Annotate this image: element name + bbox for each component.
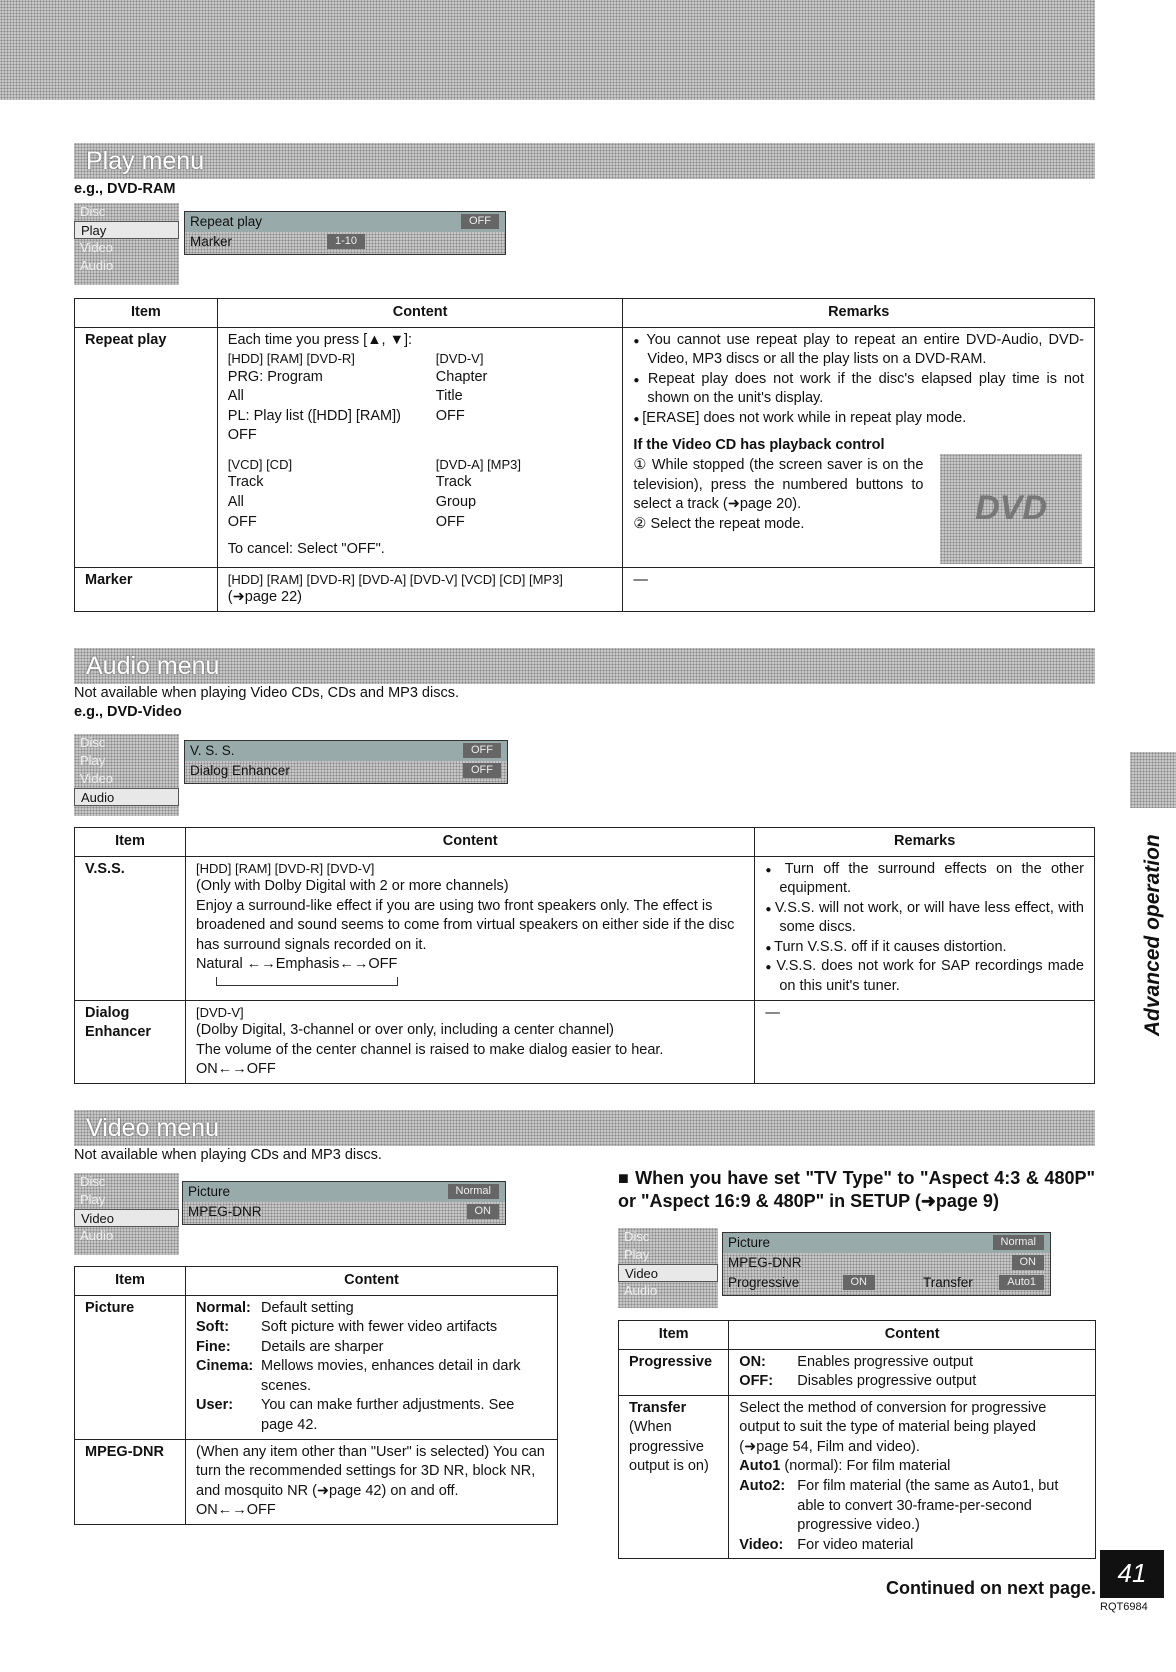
option: PRG: Program [227,368,323,385]
dnr-text: (When any item other than "User" is selected) You can turn the recommended settings for 3D NR, block NR, and mosquito NR (➜page 42) on and off. [196,1443,545,1499]
play-table [74,298,1095,612]
document-code: RQT6984 [1100,1601,1148,1613]
video-option [739,1536,1085,1556]
item-transfer [619,1395,729,1559]
col-header-item: Item [75,299,218,328]
picture-option [196,1357,547,1396]
option: PL: Play list ([HDD] [RAM]) [227,407,401,424]
osd-row-transfer-value: Auto1 [999,1275,1044,1290]
vcd-step-1: ① While stopped (the screen saver is on the television), press the numbered buttons to select a track (➜page 20). [633,456,924,513]
osd-tab-audio[interactable]: Audio [624,1283,658,1298]
table-row [75,327,1095,567]
auto1-desc: (normal): For film material [784,1458,951,1475]
side-label-text: Advanced operation [1140,834,1164,1036]
osd-tab-play[interactable]: Play [80,1192,106,1207]
remark: ● Turn off the surround effects on the other equipment. [765,860,1084,899]
option-desc: Soft picture with fewer video artifacts [261,1319,498,1336]
item-marker: Marker [75,567,218,611]
video-availability-note: Not available when playing CDs and MP3 discs. [74,1147,382,1163]
marker-discs: [HDD] [RAM] [DVD-R] [DVD-A] [DVD-V] [VCD] [CD] [MP3] [227,571,563,587]
transfer-title: Transfer [629,1399,687,1416]
osd-tab-video[interactable]: Video [80,771,114,786]
table-row [75,1439,558,1524]
osd-row-marker[interactable] [185,232,505,252]
audio-osd-menu [74,734,508,816]
option-desc: Disables progressive output [797,1373,977,1390]
option-term: Fine: [196,1338,231,1355]
vss-discs: [HDD] [RAM] [DVD-R] [DVD-V] [195,860,375,876]
osd-tab-disc[interactable]: Disc [80,1174,106,1189]
auto2-option [739,1477,1085,1536]
osd-row-label: Dialog Enhancer [190,763,290,778]
osd-row-value: Normal [993,1235,1044,1250]
osd-tab-video[interactable]: Video [80,240,114,255]
osd-row-mpeg-dnr[interactable] [183,1202,505,1222]
col-header-content: Content [186,1267,558,1296]
table-row [619,1349,1096,1395]
video-term: Video: [739,1536,784,1553]
aspect-heading-text: When you have set "TV Type" to "Aspect 4:3 & 480P" or "Aspect 16:9 & 480P" in SETUP (➜page 9) [618,1168,1096,1212]
picture-option [196,1396,547,1435]
picture-option [196,1338,547,1358]
repeat-intro: Each time you press [▲, ▼]: [227,331,413,348]
remark: ● You cannot use repeat play to repeat an entire DVD-Audio, DVD-Video, MP3 discs or all the play lists on a DVD-RAM. [633,331,1084,370]
table-row [619,1395,1096,1559]
osd-tab-audio[interactable]: Audio [80,258,114,273]
option: Title [435,388,463,405]
audio-availability-note: Not available when playing Video CDs, CDs and MP3 discs. [74,685,459,701]
option-term: Soft: [196,1319,230,1336]
option: Track [435,474,472,491]
remark: ● Repeat play does not work if the disc's elapsed play time is not shown on the unit's display. [633,370,1084,409]
option-desc: Mellows movies, enhances detail in dark scenes. [261,1358,521,1394]
option-term: Normal: [196,1299,251,1316]
item-progressive: Progressive [619,1349,729,1395]
page-number: 41 [1100,1550,1164,1598]
osd-tab-disc[interactable]: Disc [624,1229,650,1244]
vss-content [185,856,754,1000]
osd-row-label: Picture [188,1184,231,1199]
progressive-option [739,1372,1085,1392]
repeat-play-content [217,327,623,567]
aspect-heading [618,1167,1095,1214]
video-table [74,1266,558,1525]
osd-row-dialog-enhancer[interactable] [185,761,507,781]
dnr-content [186,1439,558,1524]
osd-row-label: MPEG-DNR [728,1255,802,1270]
col-header-item: Item [75,1267,186,1296]
picture-option [196,1299,547,1319]
option-desc: Details are sharper [261,1338,384,1355]
picture-option [196,1318,547,1338]
osd-tab-play[interactable]: Play [624,1247,650,1262]
repeat-play-remarks [623,327,1095,567]
col-header-item: Item [75,828,186,857]
osd-row-progressive[interactable] [723,1273,1050,1293]
osd-row-picture[interactable] [723,1233,1050,1253]
continued-note: Continued on next page. [886,1578,1096,1598]
col-header-remarks: Remarks [755,828,1095,857]
osd-tab-video[interactable]: Video [74,1209,179,1227]
osd-row-label: MPEG-DNR [188,1204,262,1219]
audio-table [74,827,1095,1084]
osd-tab-audio[interactable]: Audio [74,788,179,806]
remark: ● V.S.S. will not work, or will have less effect, with some discs. [765,899,1084,938]
remark: ● [ERASE] does not work while in repeat play mode. [633,409,1084,429]
col-header-item: Item [619,1321,729,1350]
dialog-remarks: — [755,1000,1095,1083]
osd-row-value: OFF [461,214,499,229]
option: OFF [435,513,465,530]
osd-row-label: Progressive [728,1275,800,1290]
option-desc: Enables progressive output [797,1353,974,1370]
option-term: Cinema: [196,1358,254,1375]
option: OFF [435,407,465,424]
video-osd-menu [74,1173,506,1255]
table-row [75,856,1095,1000]
picture-content [186,1295,558,1439]
header-band [0,0,1095,100]
play-osd-menu [74,203,506,285]
dvd-logo: DVD [975,489,1047,528]
vss-remarks [755,856,1095,1000]
side-tab-marker [1130,752,1176,808]
auto1-term: Auto1 [739,1458,781,1475]
osd-tab-disc[interactable]: Disc [80,735,106,750]
col-header-content: Content [217,299,623,328]
progressive-option [739,1353,1085,1373]
item-repeat-play: Repeat play [75,327,218,567]
disc-types-c: [VCD] [CD] [227,456,293,472]
vcd-step-2: ② Select the repeat mode. [633,515,805,532]
table-row [75,1000,1095,1083]
option-desc: Default setting [261,1299,354,1316]
dialog-discs: [DVD-V] [195,1004,244,1020]
auto2-term: Auto2: [739,1477,786,1494]
vcd-note-title: If the Video CD has playback control [633,437,885,454]
transfer-content [729,1395,1096,1559]
osd-tab-video[interactable]: Video [618,1264,718,1282]
audio-example-label: e.g., DVD-Video [74,704,182,720]
transfer-intro: Select the method of conversion for progressive output to suit the type of material being played (➜page 54, Film and video). [739,1399,1047,1455]
disc-types-d: [DVD-A] [MP3] [435,456,522,472]
osd-tab-disc[interactable]: Disc [80,204,106,219]
play-example-label: e.g., DVD-RAM [74,181,176,197]
osd-row-label: Repeat play [190,214,263,229]
osd-row-label: Marker [190,234,233,249]
osd-row-value: Normal [448,1184,499,1199]
marker-content [217,567,623,611]
osd-tab-play[interactable]: Play [80,753,106,768]
osd-tab-play[interactable]: Play [74,221,179,239]
vss-line: (Only with Dolby Digital with 2 or more channels) [195,878,509,895]
osd-row-mpeg-dnr[interactable] [723,1253,1050,1273]
video-menu-title: Video menu [74,1110,1095,1146]
option: Track [227,474,264,491]
option-desc: You can make further adjustments. See page 42. [261,1397,515,1433]
osd-row-value: ON [843,1275,876,1290]
cycle-arrow [196,975,744,991]
dialog-line: (Dolby Digital, 3-channel or over only, including a center channel) [195,1022,614,1039]
osd-tab-audio[interactable]: Audio [80,1228,114,1243]
col-header-content: Content [185,828,754,857]
osd-row-transfer-label: Transfer [923,1275,973,1290]
marker-page-ref: (➜page 22) [227,589,303,606]
option-term: ON: [739,1353,766,1370]
disc-types-a: [HDD] [RAM] [DVD-R] [227,351,355,367]
vss-line: Enjoy a surround-like effect if you are using two front speakers only. The effect is broadened and sound seems to come from virtual speakers on either side if the disc has surround signals recorded on it. [195,897,735,953]
square-bullet-icon: ■ [618,1168,636,1188]
item-dialog-enhancer: Dialog Enhancer [75,1000,186,1083]
dialog-toggle: ON←→OFF [195,1061,276,1078]
option: Chapter [435,368,488,385]
vss-cycle: Natural ←→Emphasis←→OFF [195,956,398,973]
osd-row-label: Picture [728,1235,771,1250]
table-row [75,567,1095,611]
option: All [227,388,244,405]
remark: ● V.S.S. does not work for SAP recordings made on this unit's tuner. [765,957,1084,996]
osd-row-value: ON [1012,1255,1045,1270]
option: OFF [227,427,257,444]
option-term: User: [196,1397,234,1414]
dnr-toggle: ON←→OFF [196,1502,276,1519]
table-row [75,1295,558,1439]
dialog-line: The volume of the center channel is raised to make dialog easier to hear. [195,1041,664,1058]
osd-row-value: OFF [463,763,501,778]
col-header-content: Content [729,1321,1096,1350]
aspect-osd-menu [618,1228,1050,1308]
item-picture: Picture [75,1295,186,1439]
item-mpeg-dnr: MPEG-DNR [75,1439,186,1524]
dialog-content [185,1000,754,1083]
col-header-remarks: Remarks [623,299,1095,328]
disc-types-b: [DVD-V] [435,351,484,367]
osd-row-label: V. S. S. [190,743,235,758]
video-desc: For video material [797,1536,914,1553]
remark: ● Turn V.S.S. off if it causes distortion. [765,938,1084,958]
progressive-content [729,1349,1096,1395]
auto2-desc: For film material (the same as Auto1, but able to convert 30-frame-per-second progressive video.) [797,1477,1059,1534]
option-term: OFF: [739,1373,774,1390]
osd-row-value: OFF [463,743,501,758]
osd-row-value: ON [467,1204,500,1219]
side-label [1125,830,1176,1040]
option: Group [435,494,477,511]
aspect-table [618,1320,1096,1559]
play-menu-title: Play menu [74,143,1095,179]
osd-row-picture[interactable] [183,1182,505,1202]
marker-remarks: — [623,567,1095,611]
cancel-note: To cancel: Select "OFF". [227,541,385,558]
audio-menu-title: Audio menu [74,648,1095,684]
osd-row-vss[interactable] [185,741,507,761]
item-vss: V.S.S. [75,856,186,1000]
tv-screensaver-image [940,454,1082,564]
osd-row-value: 1-10 [327,234,365,249]
transfer-note: (When progressive output is on) [629,1419,709,1475]
option: OFF [227,513,257,530]
osd-row-repeat-play[interactable] [185,212,505,232]
option: All [227,494,244,511]
